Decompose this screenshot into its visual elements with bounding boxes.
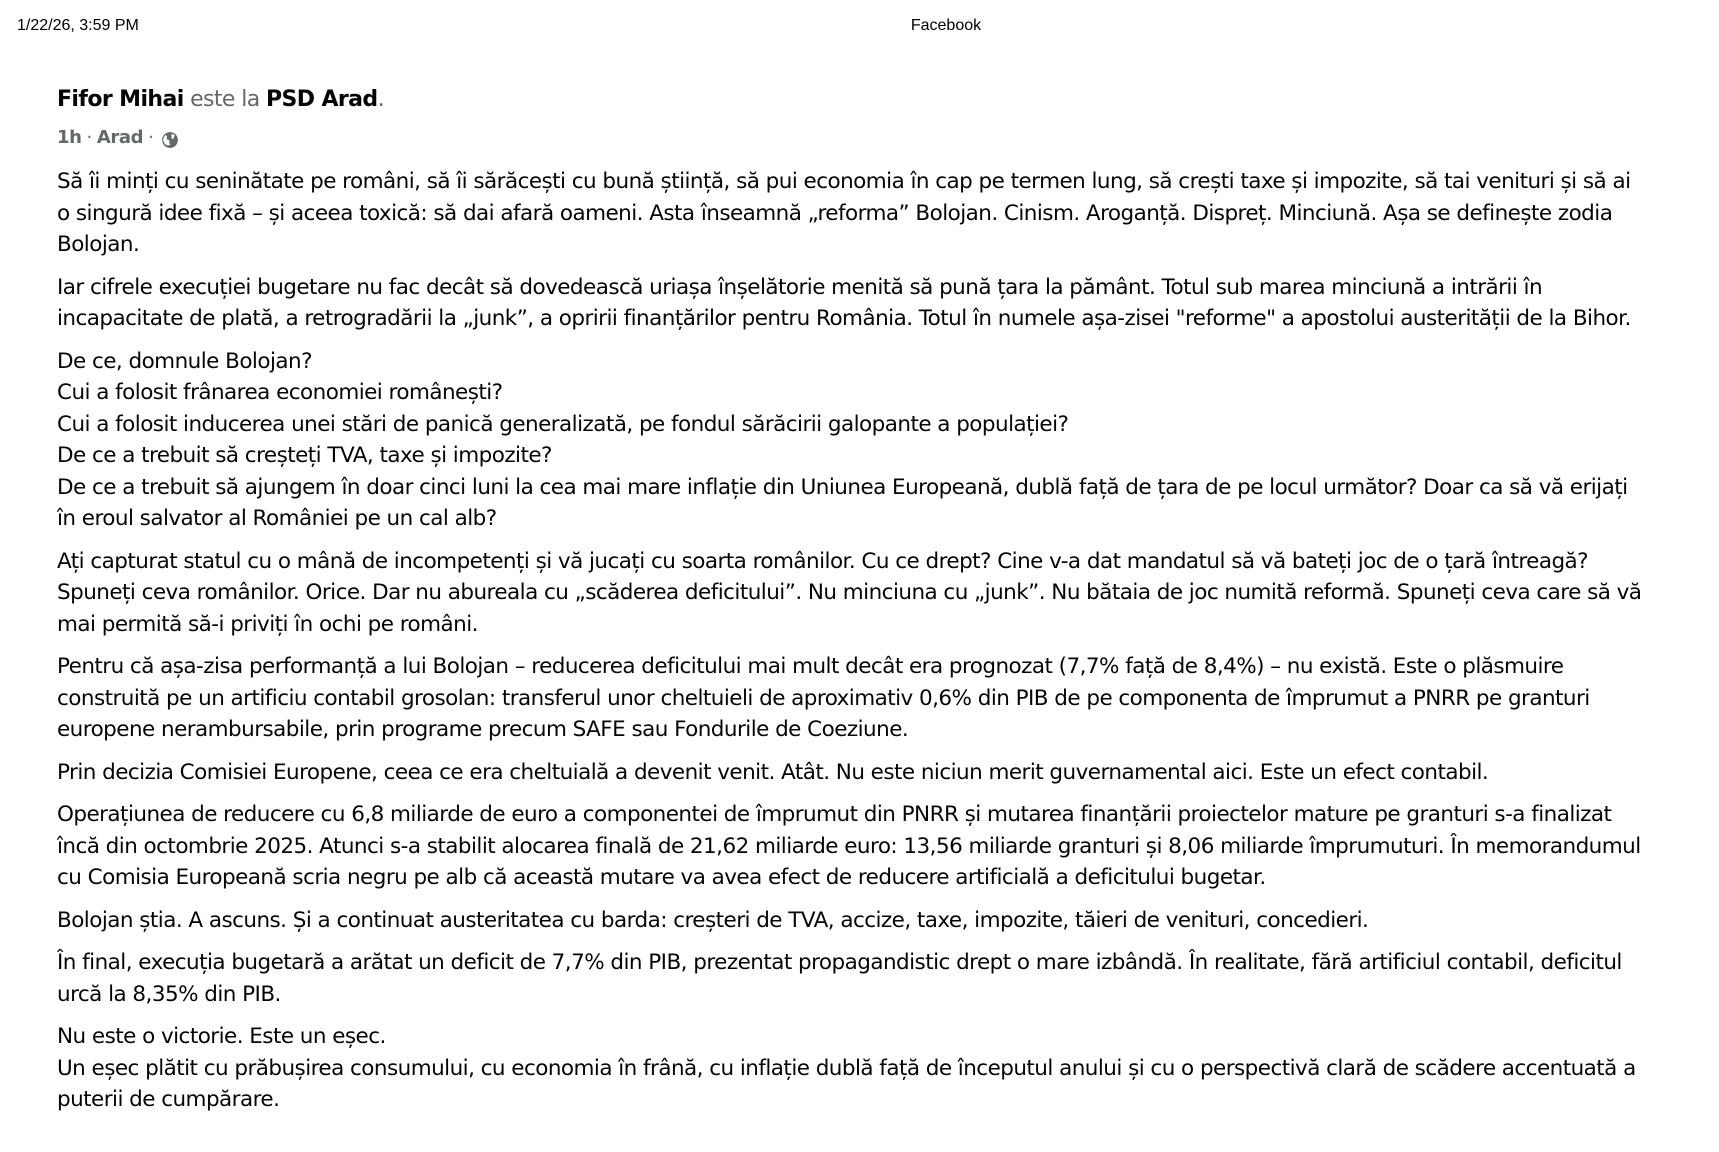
paragraph-line: Un eșec plătit cu prăbușirea consumului, cu economia în frână, cu inflație dublă față de începutul anului și cu o perspectivă clară de scădere accentuată a puterii de cumpărare. [57, 1055, 1636, 1112]
checkin-connector [190, 87, 266, 112]
post-timestamp-link[interactable]: 1h [57, 127, 82, 148]
paragraph-line: Prin decizia Comisiei Europene, ceea ce era cheltuială a devenit venit. Atât. Nu este niciun merit guvernamental aici. Este un efect contabil. [57, 759, 1489, 785]
post-meta [57, 126, 1647, 150]
paragraph-line: Iar cifrele execuției bugetare nu fac decât să dovedească uriașa înșelătorie menită să pună țara la pământ. Totul sub marea minciună a intrării în incapacitate de plată, a retrogradării la „junk”, a opririi finanțărilor pentru România. Totul în numele așa-zisei "reforme" a apostolui austerității de la Bihor. [57, 274, 1631, 331]
post-paragraph [57, 546, 1647, 641]
paragraph-line: Operațiunea de reducere cu 6,8 miliarde de euro a componentei de împrumut din PNRR și mutarea finanțării proiectelor mature pe granturi s-a finalizat încă din octombrie 2025. Atunci s-a stabilit alocarea finală de 21,62 miliarde euro: 13,56 miliarde granturi și 8,06 miliarde împrumuturi. În memorandumul cu Comisia Europeană scria negru pe alb că această mutare va avea efect de reducere artificială a deficitului bugetar. [57, 802, 1641, 890]
post-place-link[interactable]: Arad [96, 127, 144, 148]
location-page-link[interactable]: PSD Arad [266, 87, 378, 112]
post-paragraph [57, 947, 1647, 1010]
paragraph-line: În final, execuția bugetară a arătat un deficit de 7,7% din PIB, prezentat propagandistic drept o mare izbândă. În realitate, fără artificiul contabil, deficitul urcă la 8,35% din PIB. [57, 950, 1622, 1007]
post-header [57, 84, 1647, 116]
paragraph-line: Nu este o victorie. Este un eșec. [57, 1024, 386, 1049]
print-datetime: 1/22/26, 3:59 PM [17, 17, 139, 34]
paragraph-line: De ce, domnule Bolojan? [57, 348, 312, 374]
print-header [0, 17, 1719, 37]
facebook-post [57, 84, 1647, 1127]
post-paragraph [57, 166, 1647, 261]
post-paragraph [57, 346, 1647, 535]
paragraph-line: Ați capturat statul cu o mână de incompetenți și vă jucați cu soarta românilor. Cu ce drept? Cine v-a dat mandatul să vă bateți joc de o țară întreagă? Spuneți ceva românilor. Orice. Dar nu abureala cu „scăderea deficitului”. Nu minciuna cu „junk”. Nu bătaia de joc numită reformă. Spuneți ceva care să vă mai permită să-i priviți în ochi pe români. [57, 548, 1642, 637]
author-name-link[interactable]: Fifor Mihai [57, 87, 184, 112]
paragraph-line: De ce a trebuit să creșteți TVA, taxe și impozite? [57, 443, 552, 468]
meta-separator: · [148, 127, 154, 148]
paragraph-line: Bolojan știa. A ascuns. Și a continuat austeritatea cu barda: creșteri de TVA, accize, taxe, impozite, tăieri de venituri, concedieri. [57, 907, 1369, 933]
post-paragraph [57, 905, 1647, 937]
paragraph-line: De ce a trebuit să ajungem în doar cinci luni la cea mai mare inflație din Uniunea Europeană, dublă față de țara de pe locul următor? Doar ca să vă erijați în eroul salvator al României pe un cal alb? [57, 474, 1628, 531]
paragraph-line: Pentru că așa-zisa performanță a lui Bolojan – reducerea deficitului mai mult decât era prognozat (7,7% față de 8,4%) – nu există. Este o plăsmuire construită pe un artificiu contabil grosolan: transferul unor cheltuieli de aproximativ 0,6% din PIB de pe componenta de împrumut a PNRR pe granturi europene nerambursabile, prin programe precum SAFE sau Fondurile de Coeziune. [57, 654, 1590, 742]
globe-icon[interactable] [161, 131, 179, 149]
post-paragraph [57, 799, 1647, 894]
meta-separator: · [86, 127, 92, 148]
post-paragraph [57, 1021, 1647, 1116]
post-body [57, 166, 1647, 1116]
post-paragraph [57, 651, 1647, 746]
paragraph-line: Cui a folosit inducerea unei stări de panică generalizată, pe fondul sărăcirii galopante a populației? [57, 411, 1069, 437]
post-paragraph [57, 272, 1647, 335]
print-page-title: Facebook [910, 17, 982, 34]
paragraph-line: Să îi minți cu seninătate pe români, să îi sărăcești cu bună știință, să pui economia în cap pe termen lung, să crești taxe și impozite, să tai venituri și să ai o singură idee fixă – și aceea toxică: să dai afară oameni. Asta înseamnă „reforma” Bolojan. Cinism. Aroganță. Dispreț. Minciună. Așa se definește zodia Bolojan. [57, 169, 1631, 257]
connector-text: este la [190, 87, 260, 112]
trailing-punct: . [377, 87, 384, 112]
post-paragraph [57, 757, 1647, 789]
paragraph-line: Cui a folosit frânarea economiei românești? [57, 380, 503, 405]
